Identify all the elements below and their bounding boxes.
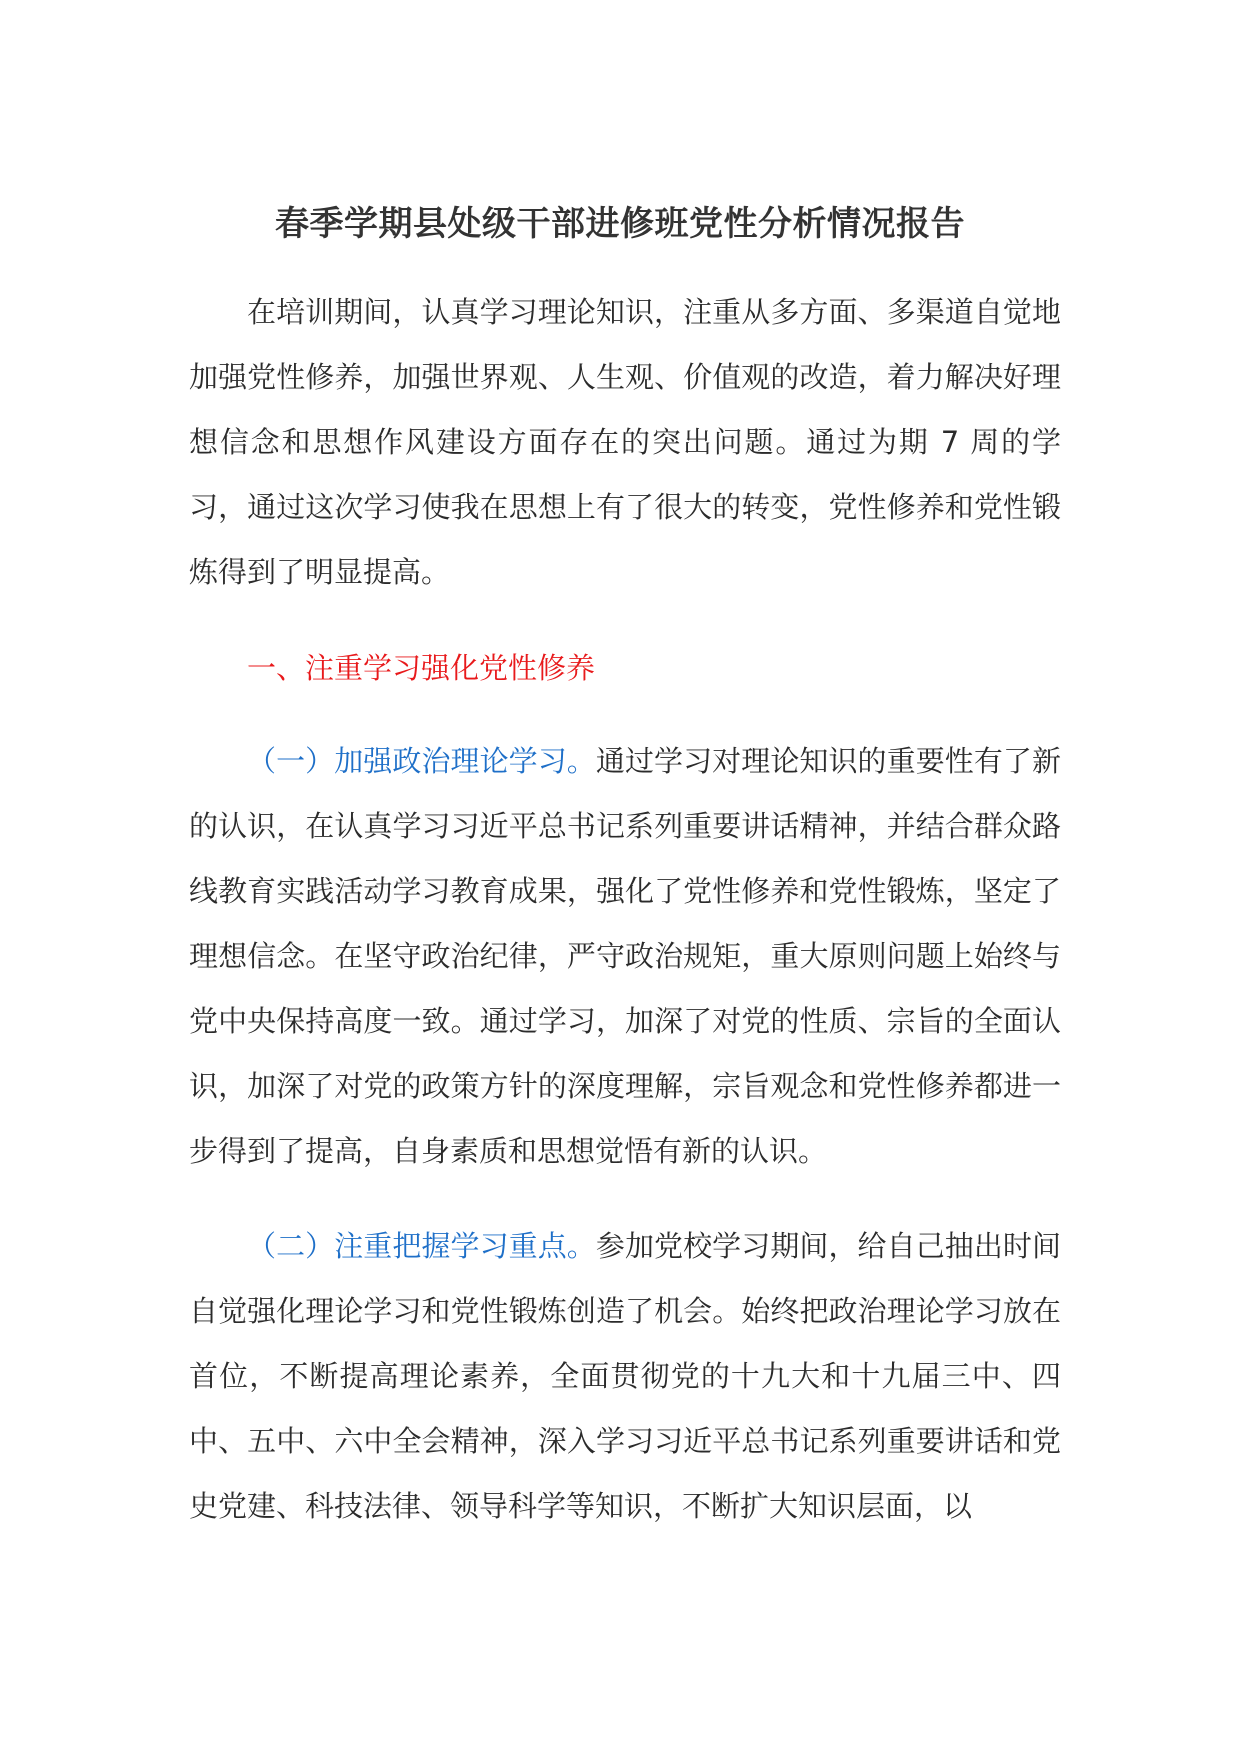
- subsection-label-2: （二）注重把握学习重点。: [247, 1229, 596, 1263]
- subsection-paragraph-2: [189, 1214, 1061, 1539]
- subsection-label-1: （一）加强政治理论学习。: [247, 744, 596, 778]
- document-title: 春季学期县处级干部进修班党性分析情况报告: [275, 204, 965, 244]
- subsection-text-2: 参加党校学习期间，给自己抽出时间自觉强化理论学习和党性锻炼创造了机会。始终把政治理论学习放在首位，不断提高理论素养，全面贯彻党的十九大和十九届三中、四中、五中、六中全会精神，深入学习习近平总书记系列重要讲话和党史党建、科技法律、领导科学等知识，不断扩大知识层面，以: [189, 1229, 1061, 1523]
- section-heading-1: 一、注重学习强化党性修养: [247, 651, 596, 685]
- intro-paragraph: 在培训期间，认真学习理论知识，注重从多方面、多渠道自觉地加强党性修养，加强世界观、人生观、价值观的改造，着力解决好理想信念和思想作风建设方面存在的突出问题。通过为期 7 周的学习，通过这次学习使我在思想上有了很大的转变，党性修养和党性锻炼得到了明显提高。: [189, 295, 1061, 589]
- subsection-text-1: 通过学习对理论知识的重要性有了新的认识，在认真学习习近平总书记系列重要讲话精神，并结合群众路线教育实践活动学习教育成果，强化了党性修养和党性锻炼，坚定了理想信念。在坚守政治纪律，严守政治规矩，重大原则问题上始终与党中央保持高度一致。通过学习，加深了对党的性质、宗旨的全面认识，加深了对党的政策方针的深度理解，宗旨观念和党性修养都进一步得到了提高，自身素质和思想觉悟有新的认识。: [189, 744, 1061, 1168]
- subsection-paragraph-1: [189, 729, 1061, 1184]
